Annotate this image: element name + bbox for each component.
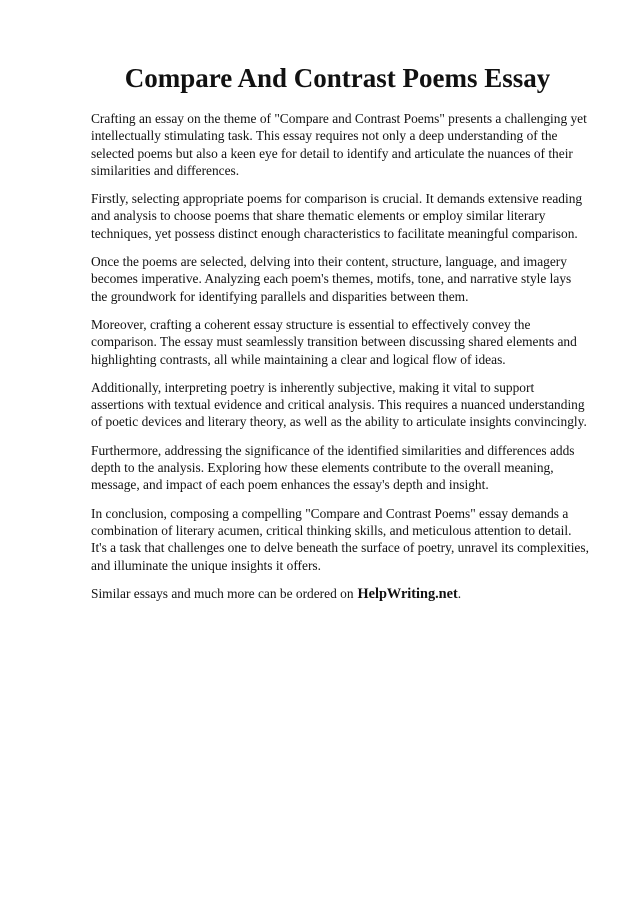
closing-line [91, 585, 590, 603]
paragraph-conclusion: In conclusion, composing a compelling "Compare and Contrast Poems" essay demands a combination of literary acumen, critical thinking skills, and meticulous attention to detail. It's a task that challenges one to delve beneath the surface of poetry, unravel its complexities, and illuminate the unique insights it offers. [91, 505, 589, 573]
document-title: Compare And Contrast Poems Essay [124, 63, 551, 93]
helpwriting-link[interactable]: HelpWriting.net [357, 585, 458, 602]
paragraph-significance: Furthermore, addressing the significance of the identified similarities and differences adds depth to the analysis. Exploring how these elements contribute to the overall meaning, message, and impact of each poem enhances the essay's depth and insight. [91, 442, 575, 493]
closing-period: . [457, 585, 462, 601]
paragraph-selecting: Firstly, selecting appropriate poems for comparison is crucial. It demands extensive reading and analysis to choose poems that share thematic elements or employ similar literary techniques, yet possess distinct enough characteristics to facilitate meaningful comparison. [91, 191, 583, 241]
paragraph-analysis: Once the poems are selected, delving into their content, structure, language, and imagery becomes imperative. Analyzing each poem's themes, motifs, tone, and narrative style lays the groundwork for identifying parallels and disparities between them. [91, 254, 572, 304]
closing-text: Similar essays and much more can be ordered on [91, 585, 354, 601]
paragraph-interpretation: Additionally, interpreting poetry is inherently subjective, making it vital to support assertions with textual evidence and critical analysis. This requires a nuanced understanding of poetic devices and literary theory, as well as the ability to articulate insights convincingly. [91, 379, 587, 430]
paragraph-structure: Moreover, crafting a coherent essay structure is essential to effectively convey the comparison. The essay must seamlessly transition between discussing shared elements and highlighting contrasts, all while maintaining a clear and logical flow of ideas. [91, 316, 577, 367]
paragraph-intro: Crafting an essay on the theme of "Compare and Contrast Poems" presents a challenging yet intellectually stimulating task. This essay requires not only a deep understanding of the selected poems but also a keen eye for detail to identify and articulate the nuances of their similarities and differences. [91, 111, 587, 178]
